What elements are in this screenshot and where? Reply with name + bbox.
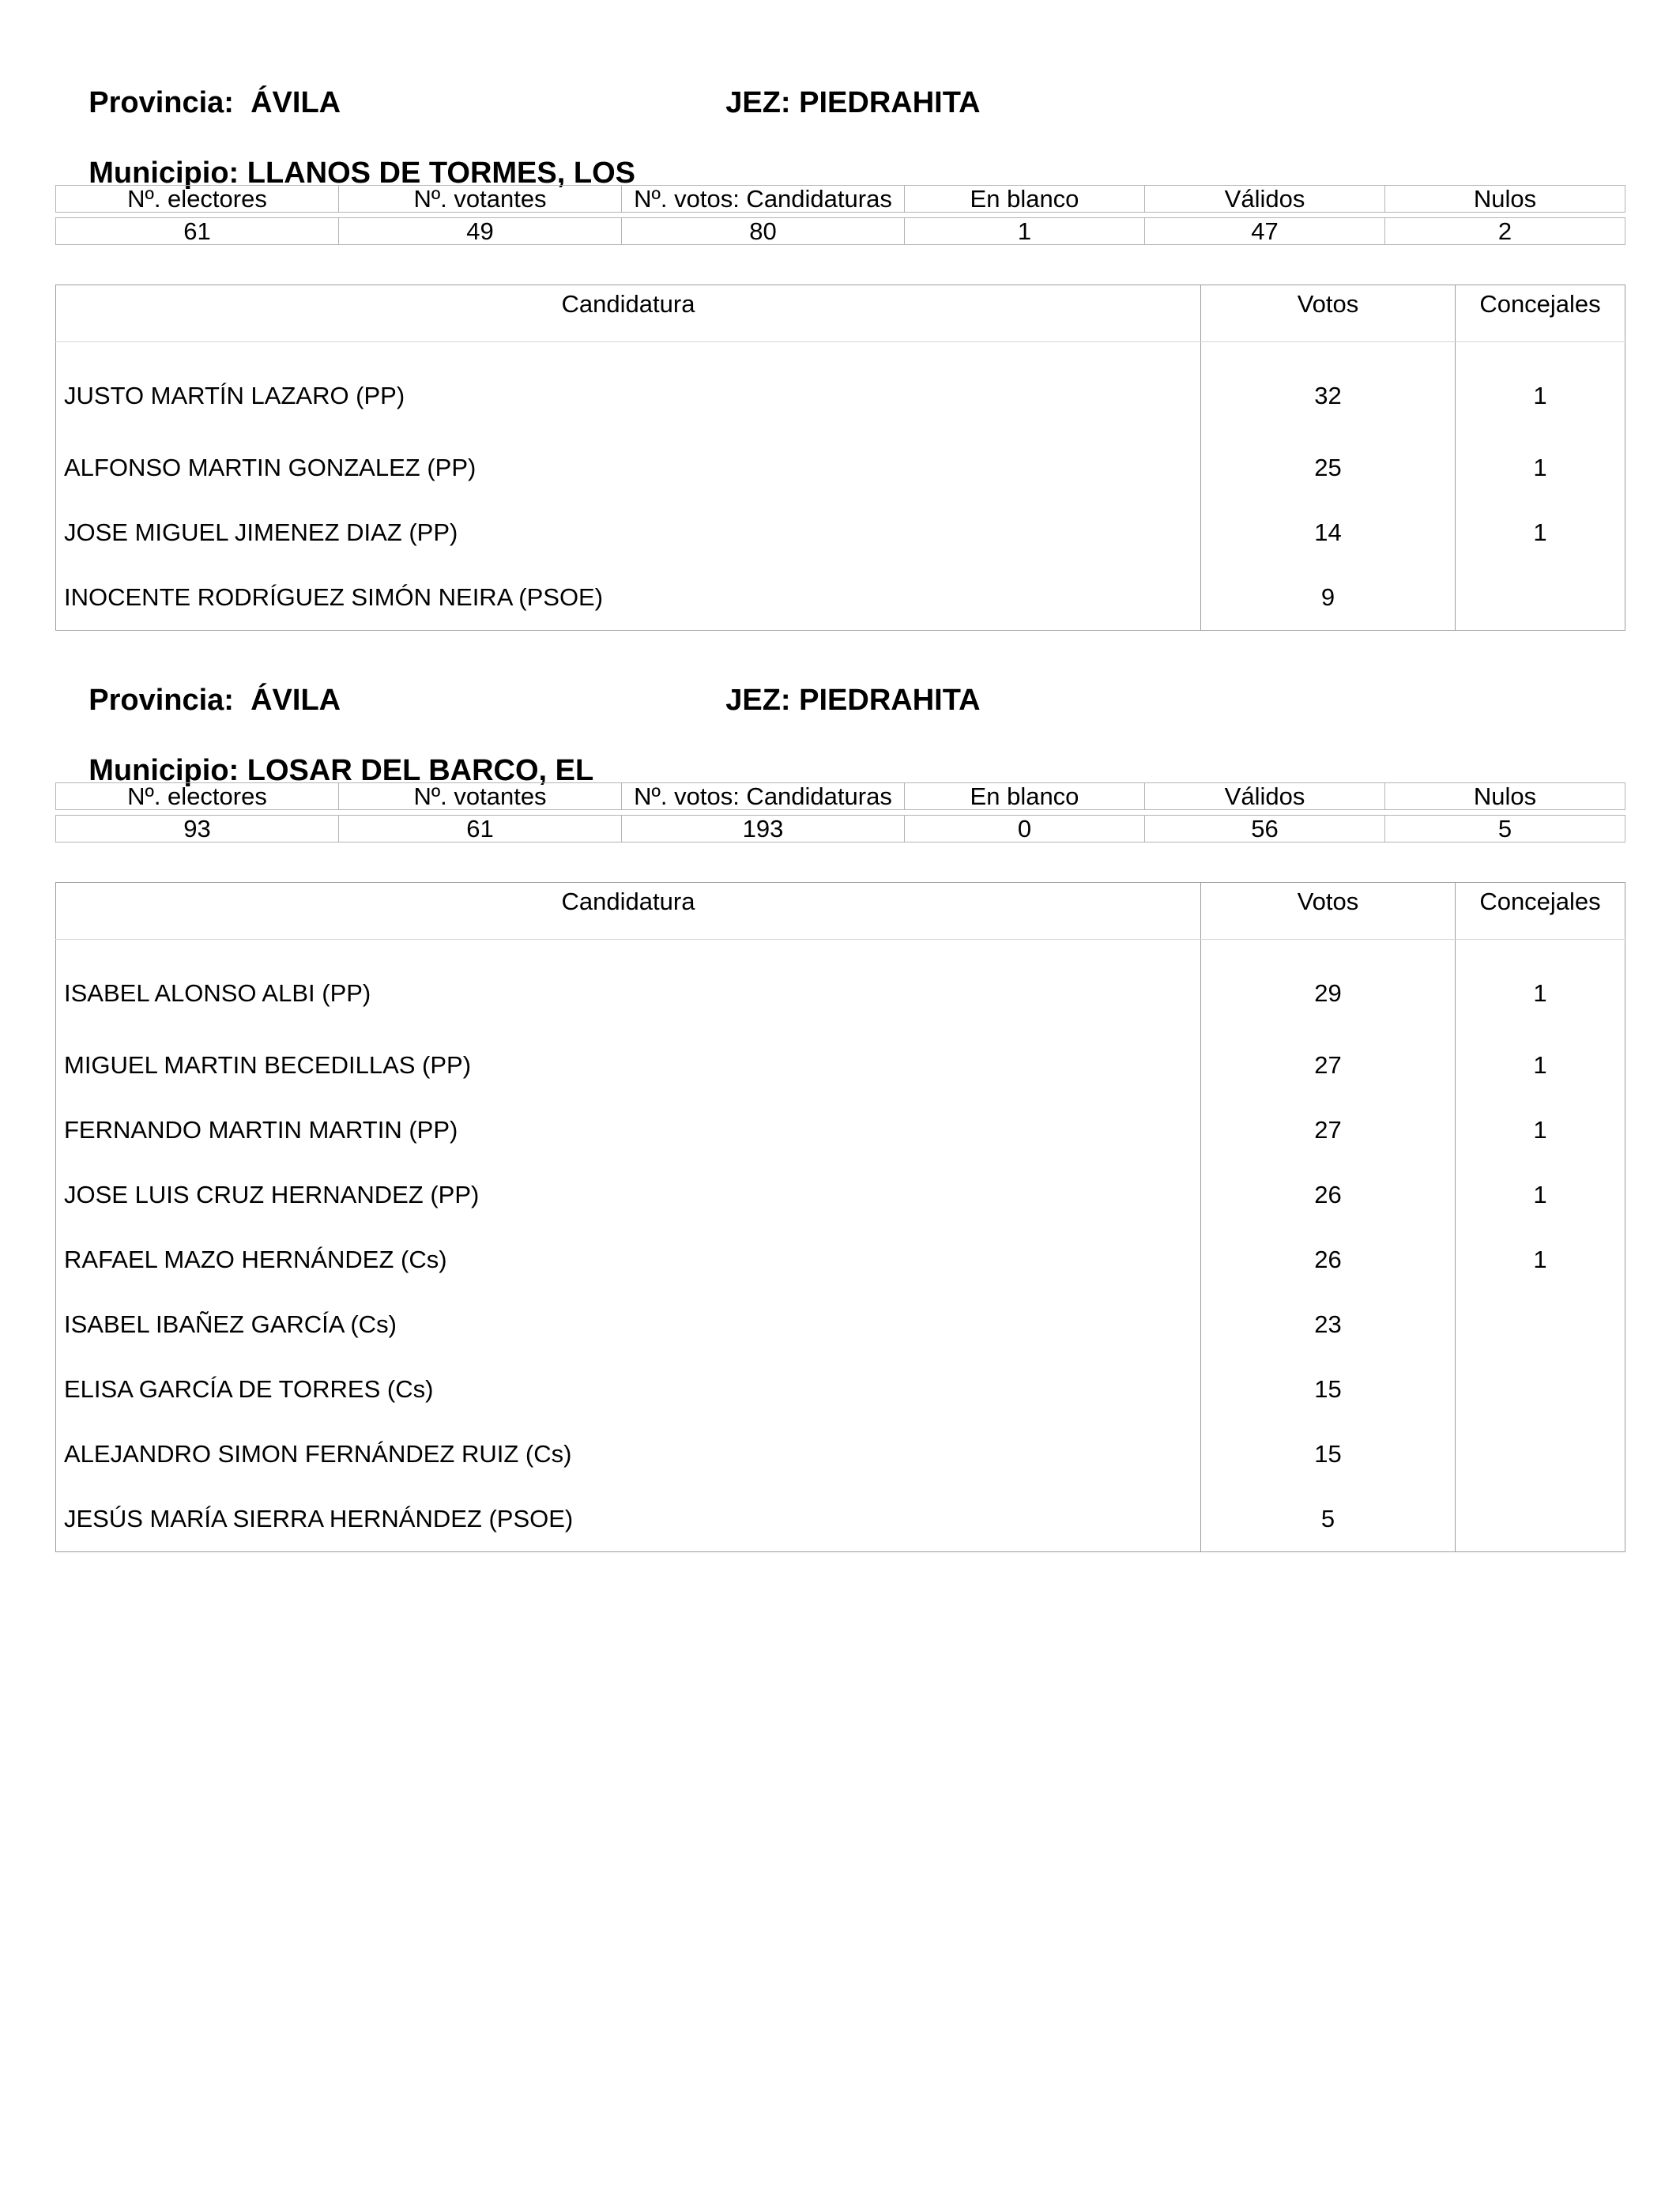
municipio-label: Municipio: (89, 754, 239, 787)
provincia-value: ÁVILA (250, 86, 341, 119)
stats-header-electores: Nº. electores (56, 186, 339, 213)
stats-header-validos: Válidos (1145, 186, 1385, 213)
stats-header-nulos: Nulos (1385, 783, 1625, 810)
header-votos: Votos (1201, 883, 1456, 940)
table-row (56, 435, 1625, 500)
candidate-name: FERNANDO MARTIN MARTIN (PP) (56, 1098, 1201, 1163)
stats-value-nulos: 5 (1385, 816, 1625, 843)
candidate-concejales (1456, 1422, 1625, 1487)
table-row (56, 1163, 1625, 1227)
candidate-votos: 27 (1201, 1033, 1456, 1098)
table-row (56, 1357, 1625, 1422)
candidate-votos: 27 (1201, 1098, 1456, 1163)
candidate-name: ELISA GARCÍA DE TORRES (Cs) (56, 1357, 1201, 1422)
header-candidatura: Candidatura (56, 285, 1201, 342)
candidate-concejales: 1 (1456, 500, 1625, 565)
candidate-concejales: 1 (1456, 1163, 1625, 1227)
candidate-votos: 9 (1201, 565, 1456, 631)
candidate-votos: 32 (1201, 342, 1456, 436)
table-row (56, 940, 1625, 1034)
candidate-name: ISABEL ALONSO ALBI (PP) (56, 940, 1201, 1034)
candidate-concejales (1456, 1292, 1625, 1357)
stats-header-row (56, 186, 1625, 213)
stats-table (55, 782, 1625, 843)
candidate-name: ISABEL IBAÑEZ GARCÍA (Cs) (56, 1292, 1201, 1357)
stats-header-votantes: Nº. votantes (339, 186, 622, 213)
stats-header-electores: Nº. electores (56, 783, 339, 810)
stats-value-electores: 93 (56, 816, 339, 843)
provincia-value: ÁVILA (250, 684, 341, 717)
table-row (56, 1422, 1625, 1487)
municipio-value: LOSAR DEL BARCO, EL (247, 754, 594, 787)
candidate-name: INOCENTE RODRÍGUEZ SIMÓN NEIRA (PSOE) (56, 565, 1201, 631)
stats-value-votantes: 61 (339, 816, 622, 843)
candidate-name: JOSE MIGUEL JIMENEZ DIAZ (PP) (56, 500, 1201, 565)
jez-heading (692, 51, 981, 155)
stats-header-votos-candidaturas: Nº. votos: Candidaturas (622, 186, 905, 213)
jez-label: JEZ: (725, 684, 791, 717)
candidate-concejales: 1 (1456, 1227, 1625, 1292)
candidates-header-row (56, 285, 1625, 342)
table-row (56, 565, 1625, 631)
candidate-concejales (1456, 1487, 1625, 1552)
table-row (56, 1487, 1625, 1552)
municipio-label: Municipio: (89, 156, 239, 190)
stats-header-row (56, 783, 1625, 810)
table-row (56, 1033, 1625, 1098)
candidate-name: JESÚS MARÍA SIERRA HERNÁNDEZ (PSOE) (56, 1487, 1201, 1552)
candidate-concejales: 1 (1456, 1033, 1625, 1098)
stats-header-en-blanco: En blanco (905, 186, 1145, 213)
stats-header-nulos: Nulos (1385, 186, 1625, 213)
jez-heading (692, 648, 981, 752)
candidate-concejales: 1 (1456, 342, 1625, 436)
candidates-table (55, 285, 1625, 631)
candidate-votos: 26 (1201, 1163, 1456, 1227)
candidate-votos: 15 (1201, 1422, 1456, 1487)
candidate-concejales: 1 (1456, 435, 1625, 500)
stats-value-electores: 61 (56, 218, 339, 245)
header-votos: Votos (1201, 285, 1456, 342)
table-row (56, 1292, 1625, 1357)
stats-value-en-blanco: 0 (905, 816, 1145, 843)
candidate-concejales (1456, 1357, 1625, 1422)
header-candidatura: Candidatura (56, 883, 1201, 940)
stats-value-votantes: 49 (339, 218, 622, 245)
header-concejales: Concejales (1456, 285, 1625, 342)
candidate-votos: 15 (1201, 1357, 1456, 1422)
stats-value-votos-candidaturas: 80 (622, 218, 905, 245)
stats-value-votos-candidaturas: 193 (622, 816, 905, 843)
table-row (56, 1227, 1625, 1292)
stats-value-row (56, 816, 1625, 843)
stats-header-votos-candidaturas: Nº. votos: Candidaturas (622, 783, 905, 810)
table-row (56, 1098, 1625, 1163)
candidate-votos: 5 (1201, 1487, 1456, 1552)
candidates-table (55, 882, 1625, 1552)
stats-header-votantes: Nº. votantes (339, 783, 622, 810)
candidate-votos: 29 (1201, 940, 1456, 1034)
jez-label: JEZ: (725, 86, 791, 119)
candidate-concejales: 1 (1456, 1098, 1625, 1163)
stats-value-validos: 56 (1145, 816, 1385, 843)
candidate-name: ALFONSO MARTIN GONZALEZ (PP) (56, 435, 1201, 500)
stats-value-validos: 47 (1145, 218, 1385, 245)
stats-value-row (56, 218, 1625, 245)
jez-value: PIEDRAHITA (799, 684, 981, 717)
table-row (56, 342, 1625, 436)
candidates-header-row (56, 883, 1625, 940)
stats-value-nulos: 2 (1385, 218, 1625, 245)
provincia-label: Provincia: (89, 684, 234, 717)
stats-header-validos: Válidos (1145, 783, 1385, 810)
candidate-concejales (1456, 565, 1625, 631)
candidate-votos: 14 (1201, 500, 1456, 565)
jez-value: PIEDRAHITA (799, 86, 981, 119)
header-concejales: Concejales (1456, 883, 1625, 940)
stats-value-en-blanco: 1 (905, 218, 1145, 245)
candidate-name: MIGUEL MARTIN BECEDILLAS (PP) (56, 1033, 1201, 1098)
candidate-concejales: 1 (1456, 940, 1625, 1034)
candidate-name: RAFAEL MAZO HERNÁNDEZ (Cs) (56, 1227, 1201, 1292)
candidate-name: ALEJANDRO SIMON FERNÁNDEZ RUIZ (Cs) (56, 1422, 1201, 1487)
candidate-votos: 23 (1201, 1292, 1456, 1357)
candidate-votos: 25 (1201, 435, 1456, 500)
provincia-label: Provincia: (89, 86, 234, 119)
stats-header-en-blanco: En blanco (905, 783, 1145, 810)
candidate-name: JUSTO MARTÍN LAZARO (PP) (56, 342, 1201, 436)
candidate-name: JOSE LUIS CRUZ HERNANDEZ (PP) (56, 1163, 1201, 1227)
municipio-value: LLANOS DE TORMES, LOS (247, 156, 635, 190)
candidate-votos: 26 (1201, 1227, 1456, 1292)
table-row (56, 500, 1625, 565)
stats-table (55, 185, 1625, 245)
